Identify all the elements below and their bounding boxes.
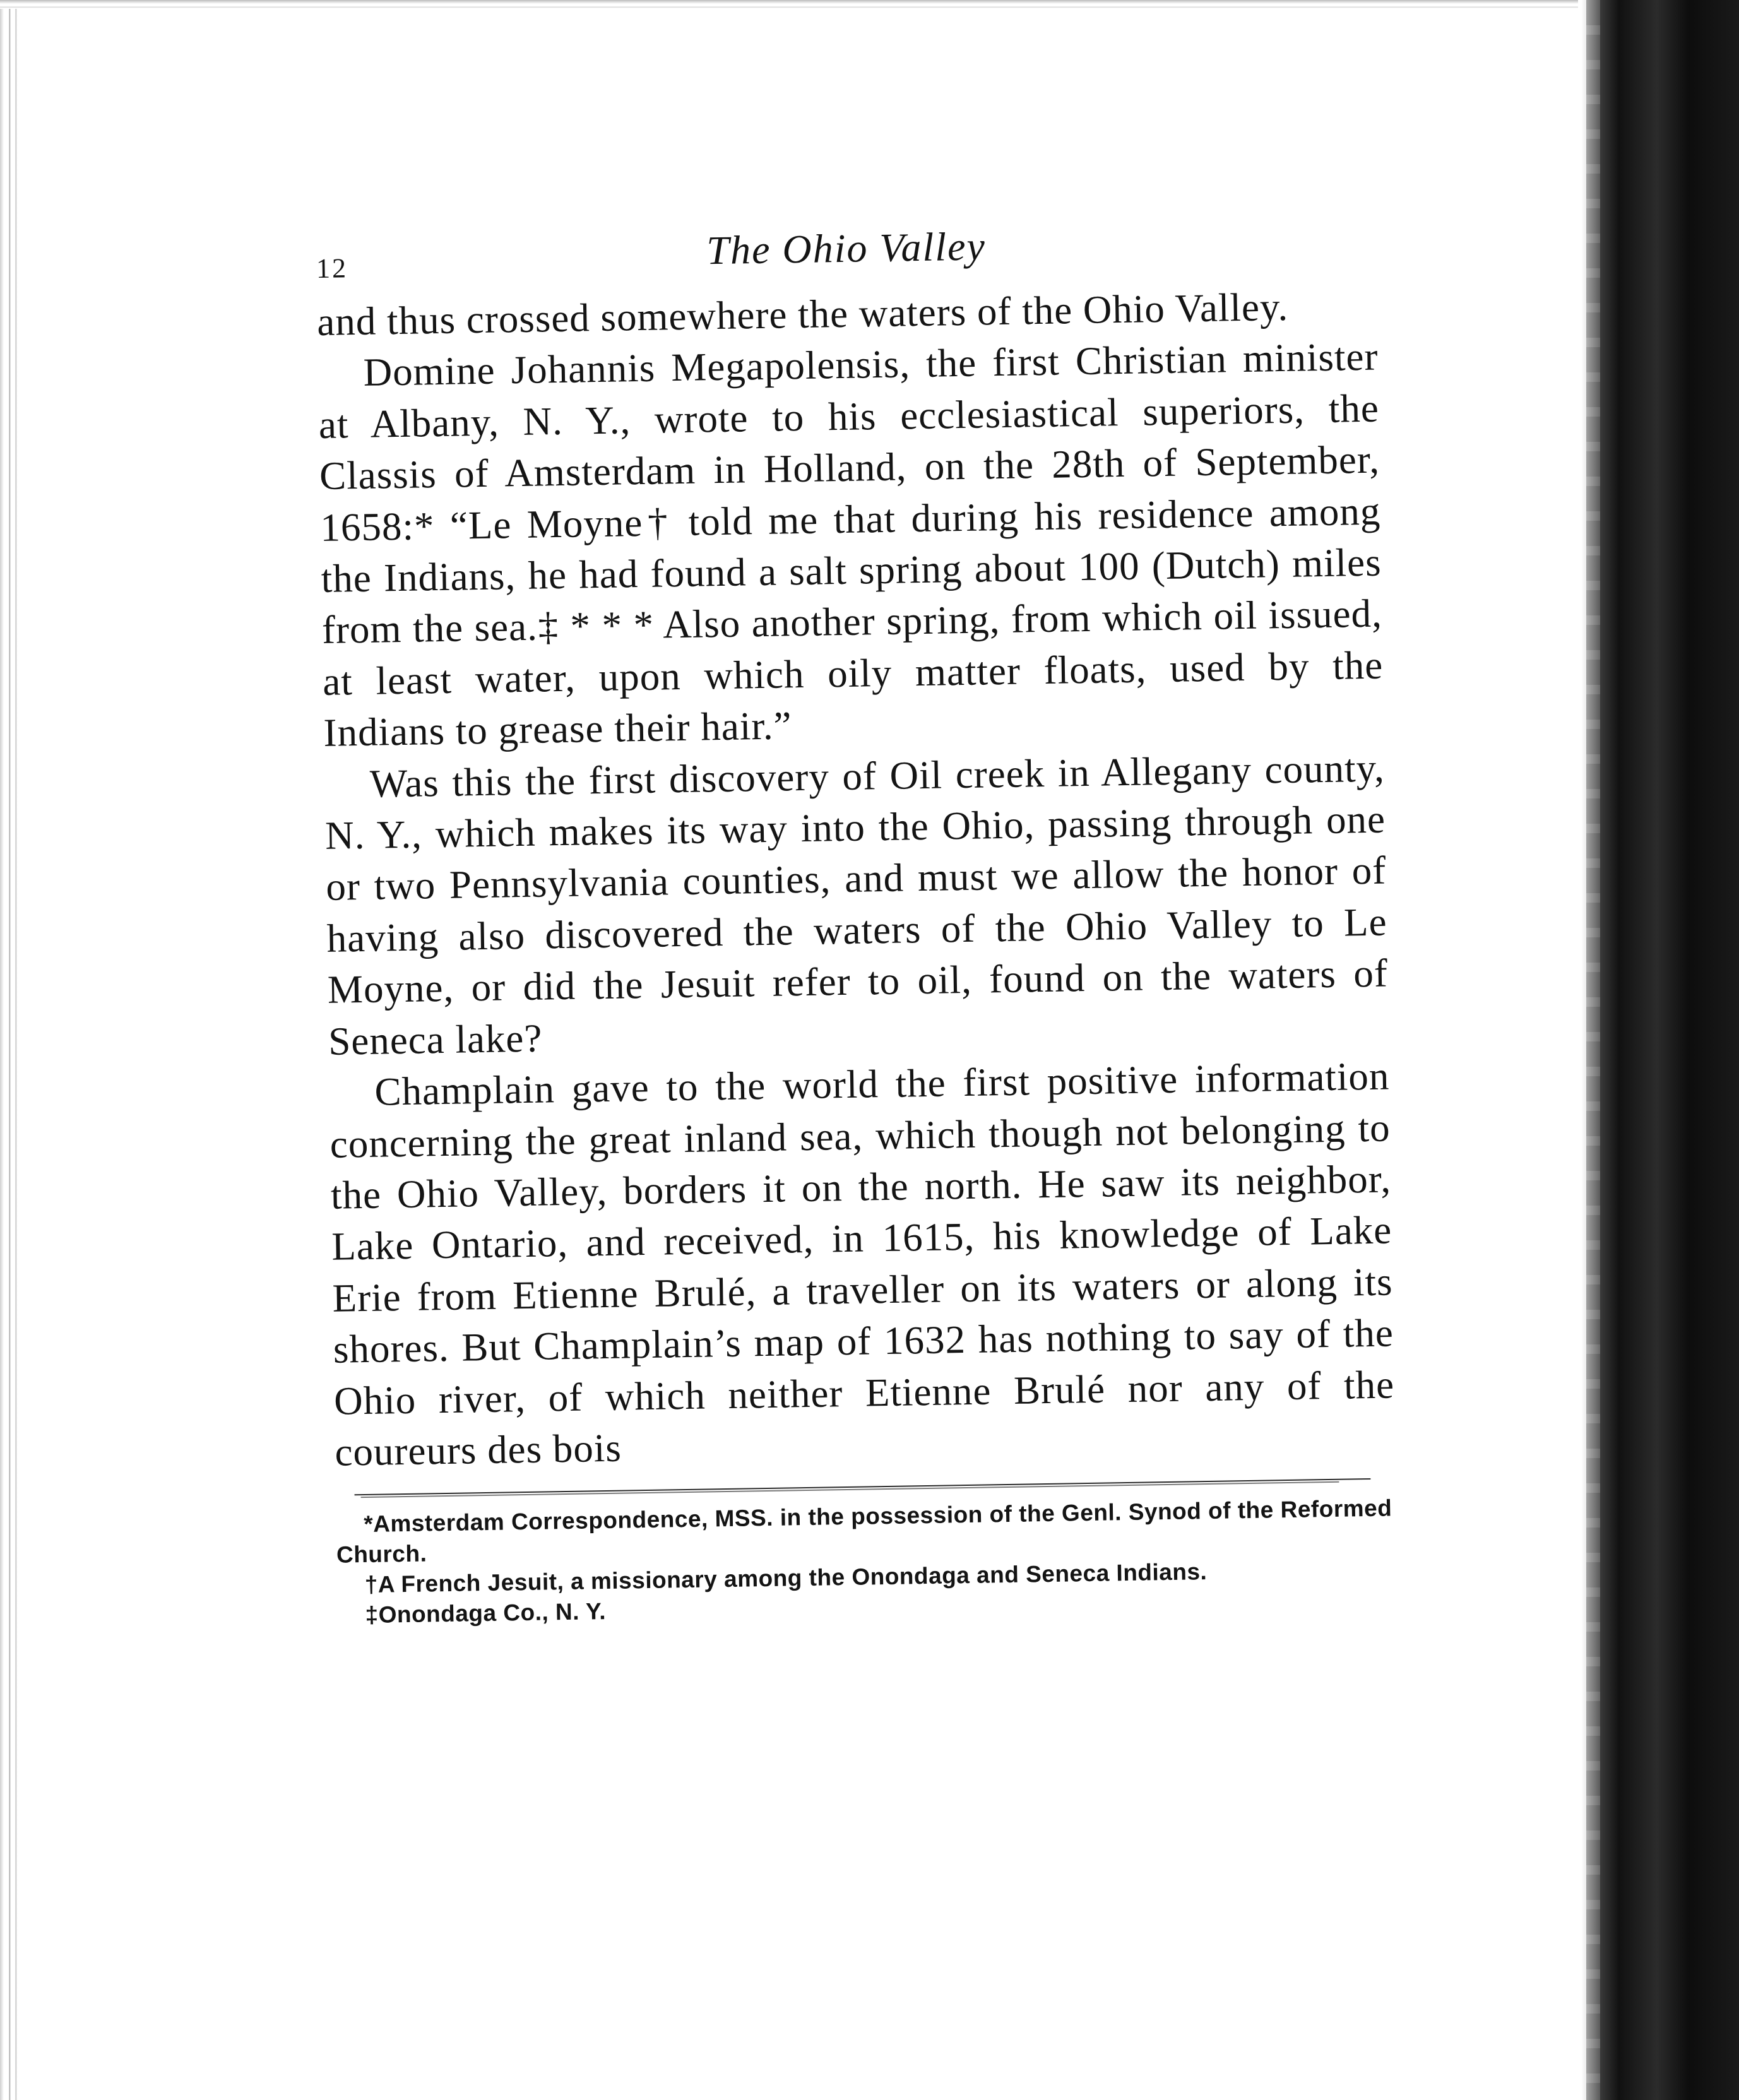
scan-top-edge	[0, 0, 1578, 9]
footnote-2: †A French Jesuit, a missionary among the Onondaga and Seneca Indians.	[364, 1558, 1208, 1598]
book-spine-edge	[1581, 0, 1739, 2100]
footnote-rule	[355, 1478, 1371, 1495]
scan-left-edge	[0, 0, 25, 2100]
footnote-rule-secondary	[361, 1481, 1339, 1498]
book-page	[316, 211, 1398, 1631]
footnote-1: *Amsterdam Correspondence, MSS. in the possession of the Genl. Synod of the Reformed Church.	[336, 1495, 1392, 1569]
page-number: 12	[316, 252, 348, 284]
footnotes	[336, 1493, 1398, 1631]
footnote-3: ‡Onondaga Co., N. Y.	[365, 1598, 607, 1628]
paragraph-2: Domine Johannis Megapolensis, the first Christian minister at Albany, N. Y., wrote to his ecclesiastical superiors, the Classis of Amsterdam in Holland, on the 28th of September, 1658:* “Le Moyne† told me that during his residence among the Indians, he had found a salt spring about 100 (Dutch) miles from the sea.‡ * * * Also another spring, from which oil issued, at least water, upon which oily matter floats, used by the Indians to grease their hair.”	[318, 334, 1384, 756]
paragraph-4: Champlain gave to the world the first positive information concerning the great inland sea, which though not belonging to the Ohio Valley, borders it on the north. He saw its neighbor, Lake Ontario, and received, in 1615, his knowledge of Lake Erie from Etienne Brulé, a traveller on its waters or along its shores. But Champlain’s map of 1632 has nothing to say of the Ohio river, of which neither Etienne Brulé nor any of the coureurs des bois	[329, 1053, 1395, 1474]
running-title: The Ohio Valley	[706, 223, 987, 273]
paragraph-3: Was this the first discovery of Oil creek in Allegany county, N. Y., which makes its way into the Ohio, passing through one or two Pennsylvania counties, and must we allow the honor of having also discovered the waters of the Ohio Valley to Le Moyne, or did the Jesuit refer to oil, found on the waters of Seneca lake?	[324, 745, 1389, 1064]
paragraph-1: and thus crossed somewhere the waters of the Ohio Valley.	[316, 284, 1289, 344]
